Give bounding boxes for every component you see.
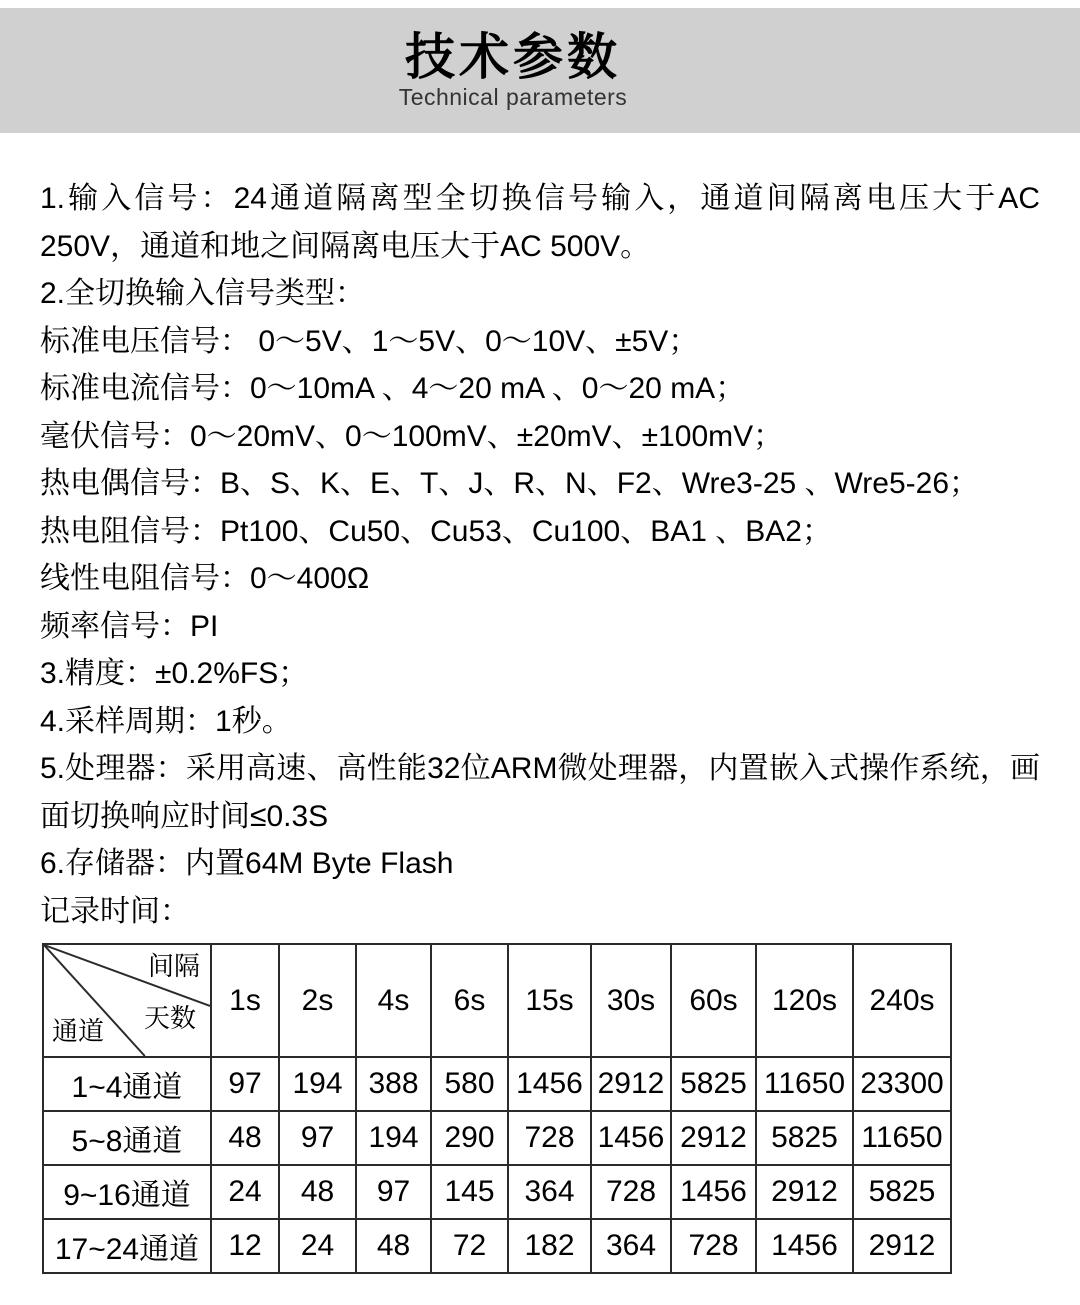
cell: 290 [431, 1111, 508, 1165]
row-label-ch5-8: 5~8通道 [43, 1111, 211, 1165]
cell: 48 [356, 1219, 431, 1273]
cell: 388 [356, 1057, 431, 1111]
spec-line-thermocouple: 热电偶信号：B、S、K、E、T、J、R、N、F2、Wre3-25 、Wre5-26； [40, 467, 980, 500]
cell: 11650 [853, 1111, 951, 1165]
table-row [43, 1219, 951, 1273]
spec-line-record-time: 记录时间： [40, 894, 190, 928]
col-header-6s: 6s [431, 944, 508, 1057]
col-header-60s: 60s [671, 944, 756, 1057]
spec-line-input-signal: 1.输入信号：24通道隔离型全切换信号输入，通道间隔离电压大于AC 250V，通道和地之间隔离电压大于AC 500V。 [40, 182, 1040, 263]
spec-line-processor: 5.处理器：采用高速、高性能32位ARM微处理器，内置嵌入式操作系统，画面切换响应时间≤0.3S [40, 752, 1040, 833]
spec-line-voltage: 标准电压信号： 0～5V、1～5V、0～10V、±5V； [40, 324, 699, 358]
col-header-120s: 120s [756, 944, 853, 1057]
cell: 48 [211, 1111, 279, 1165]
row-label-ch9-16: 9~16通道 [43, 1165, 211, 1219]
cell: 12 [211, 1219, 279, 1273]
col-header-4s: 4s [356, 944, 431, 1057]
cell: 728 [591, 1165, 671, 1219]
corner-label-channel: 通道 [52, 1016, 105, 1046]
table-row [43, 1111, 951, 1165]
cell: 2912 [853, 1219, 951, 1273]
spec-list [40, 175, 1040, 935]
corner-label-days: 天数 [143, 1003, 196, 1033]
cell: 1456 [756, 1219, 853, 1273]
cell: 5825 [756, 1111, 853, 1165]
spec-line-current: 标准电流信号：0～10mA 、4～20 mA 、0～20 mA； [40, 372, 746, 405]
page-title: 技术参数 [405, 29, 621, 85]
cell: 5825 [671, 1057, 756, 1111]
cell: 24 [279, 1219, 356, 1273]
table-corner-cell [43, 944, 211, 1057]
cell: 97 [211, 1057, 279, 1111]
cell: 1456 [508, 1057, 591, 1111]
cell: 97 [356, 1165, 431, 1219]
table-row [43, 1057, 951, 1111]
spec-line-memory: 6.存储器：内置64M Byte Flash [40, 847, 454, 880]
cell: 364 [591, 1219, 671, 1273]
cell: 580 [431, 1057, 508, 1111]
cell: 194 [279, 1057, 356, 1111]
spec-line-accuracy: 3.精度：±0.2%FS； [40, 657, 309, 690]
spec-line-rtd: 热电阻信号：Pt100、Cu50、Cu53、Cu100、BA1 、BA2； [40, 514, 832, 548]
spec-line-sampling: 4.采样周期：1秒。 [40, 704, 292, 738]
cell: 2912 [671, 1111, 756, 1165]
record-time-table [42, 943, 952, 1274]
spec-line-frequency: 频率信号：PI [40, 609, 219, 643]
cell: 1456 [591, 1111, 671, 1165]
page-subtitle: Technical parameters [398, 84, 628, 110]
col-header-1s: 1s [211, 944, 279, 1057]
row-label-ch1-4: 1~4通道 [43, 1057, 211, 1111]
col-header-240s: 240s [853, 944, 951, 1057]
cell: 11650 [756, 1057, 853, 1111]
cell: 5825 [853, 1165, 951, 1219]
cell: 2912 [756, 1165, 853, 1219]
spec-line-signal-types: 2.全切换输入信号类型： [40, 277, 366, 310]
cell: 1456 [671, 1165, 756, 1219]
cell: 145 [431, 1165, 508, 1219]
col-header-2s: 2s [279, 944, 356, 1057]
cell: 72 [431, 1219, 508, 1273]
spec-line-linear-resistance: 线性电阻信号：0～400Ω [40, 562, 370, 595]
table-header-row [43, 944, 951, 1057]
cell: 728 [671, 1219, 756, 1273]
cell: 364 [508, 1165, 591, 1219]
table-row [43, 1165, 951, 1219]
col-header-30s: 30s [591, 944, 671, 1057]
cell: 97 [279, 1111, 356, 1165]
cell: 194 [356, 1111, 431, 1165]
row-label-ch17-24: 17~24通道 [43, 1219, 211, 1273]
cell: 24 [211, 1165, 279, 1219]
cell: 2912 [591, 1057, 671, 1111]
spec-line-millivolt: 毫伏信号：0～20mV、0～100mV、±20mV、±100mV； [40, 419, 784, 453]
cell: 23300 [853, 1057, 951, 1111]
cell: 728 [508, 1111, 591, 1165]
col-header-15s: 15s [508, 944, 591, 1057]
title-band [0, 8, 1080, 133]
cell: 48 [279, 1165, 356, 1219]
corner-label-interval: 间隔 [147, 951, 200, 981]
cell: 182 [508, 1219, 591, 1273]
